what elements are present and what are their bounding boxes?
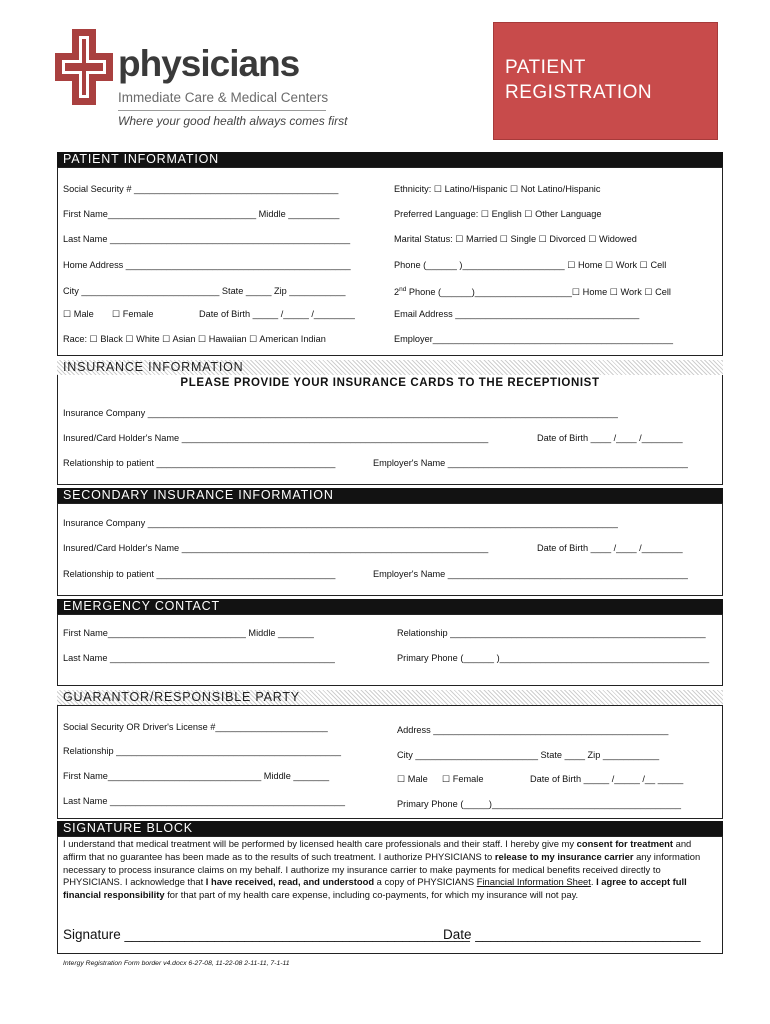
- male-checkbox[interactable]: ☐ Male: [63, 309, 94, 319]
- first-name-field[interactable]: First Name_____________________________ Middle __________: [63, 209, 340, 219]
- emergency-first-name-field[interactable]: First Name___________________________ Middle _______: [63, 628, 314, 638]
- ssn-field[interactable]: Social Security # ________________________________________: [63, 184, 339, 194]
- employer-field[interactable]: Employer_______________________________________________: [394, 334, 673, 344]
- card-holder-name-field[interactable]: Insured/Card Holder's Name ____________________________________________________________: [63, 433, 489, 443]
- consent-text-2: and affirm that no guarantee has been made as to the results of such treatment. I authorize PHYSICIANS to: [63, 838, 692, 862]
- section-header-guarantor: GUARANTOR/RESPONSIBLE PARTY: [57, 690, 723, 705]
- logo-subtitle: Immediate Care & Medical Centers: [118, 90, 329, 105]
- race-checkboxes[interactable]: Race: ☐ Black ☐ White ☐ Asian ☐ Hawaiian ☐ American Indian: [63, 334, 326, 344]
- relationship-field[interactable]: Relationship to patient ___________________________________: [63, 458, 336, 468]
- section-header-emergency: EMERGENCY CONTACT: [57, 599, 723, 614]
- guarantor-dob-field[interactable]: Date of Birth _____ /_____ /__ _____: [530, 774, 684, 784]
- section-header-insurance: INSURANCE INFORMATION: [57, 360, 723, 375]
- consent-bold-4: I agree to accept full financial responsibility: [63, 876, 687, 901]
- consent-bold-2: release to my insurance carrier: [494, 850, 634, 862]
- form-title-line-2: REGISTRATION: [505, 82, 653, 103]
- city-state-zip-field[interactable]: City ___________________________ State _____ Zip ___________: [63, 286, 346, 296]
- consent-text-5: .: [590, 876, 597, 888]
- second-phone-label: Phone (______)___________________☐ Home ☐ Work ☐ Cell: [406, 287, 671, 298]
- email-field[interactable]: Email Address ____________________________________: [394, 309, 640, 319]
- financial-sheet-link: Financial Information Sheet: [476, 876, 591, 888]
- second-phone-field[interactable]: [394, 286, 671, 298]
- female-checkbox[interactable]: ☐ Female: [112, 309, 154, 319]
- insurance-company-field[interactable]: Insurance Company ____________________________________________________________________________________________: [63, 408, 618, 418]
- logo-name: physicians: [118, 43, 300, 84]
- last-name-field[interactable]: Last Name _______________________________________________: [63, 234, 351, 244]
- secondary-dob-field[interactable]: Date of Birth ____ /____ /________: [537, 543, 683, 553]
- second-phone-prefix: 2: [394, 287, 400, 298]
- form-footer: Intergy Registration Form border v4.docx 6-27-08, 11-22-08 2-11-11, 7-1-11: [63, 960, 290, 967]
- consent-bold-3: I have received, read, and understood: [205, 876, 375, 888]
- consent-text-6: for that part of my health care expense, including co-payments, for which my insurance will not pay.: [164, 889, 579, 901]
- logo-cross-icon: [55, 29, 113, 105]
- emergency-section-frame: [57, 614, 723, 686]
- language-checkboxes[interactable]: Preferred Language: ☐ English ☐ Other Language: [394, 209, 602, 219]
- secondary-employer-field[interactable]: Employer's Name _______________________________________________: [373, 569, 688, 579]
- form-title-line-1: PATIENT: [505, 57, 586, 78]
- consent-bold-1: consent for treatment: [576, 838, 674, 849]
- dob-field[interactable]: Date of Birth _____ /_____ /________: [199, 309, 355, 319]
- guarantor-city-field[interactable]: City ________________________ State ____ Zip ___________: [397, 750, 660, 760]
- logo-tagline: Where your good health always comes first: [118, 114, 348, 128]
- guarantor-relationship-field[interactable]: Relationship ____________________________________________: [63, 746, 341, 756]
- second-phone-suffix: nd: [399, 286, 407, 293]
- form-title: [493, 22, 718, 140]
- guarantor-first-name-field[interactable]: First Name______________________________ Middle _______: [63, 771, 330, 781]
- secondary-holder-field[interactable]: Insured/Card Holder's Name ____________________________________________________________: [63, 543, 489, 553]
- insurance-section-frame: [57, 375, 723, 485]
- emergency-relationship-field[interactable]: Relationship __________________________________________________: [397, 628, 706, 638]
- consent-text-4: a copy of PHYSICIANS: [374, 876, 477, 888]
- guarantor-address-field[interactable]: Address ______________________________________________: [397, 725, 669, 735]
- emergency-last-name-field[interactable]: Last Name ____________________________________________: [63, 653, 335, 663]
- insurance-note: PLEASE PROVIDE YOUR INSURANCE CARDS TO THE RECEPTIONIST: [180, 377, 600, 389]
- consent-text: [63, 838, 713, 902]
- card-holder-dob-field[interactable]: Date of Birth ____ /____ /________: [537, 433, 683, 443]
- logo-divider: [118, 110, 326, 111]
- guarantor-last-name-field[interactable]: Last Name ______________________________________________: [63, 796, 346, 806]
- signature-date-field[interactable]: Date ______________________________: [443, 927, 701, 942]
- phone-field[interactable]: Phone (______ )____________________ ☐ Home ☐ Work ☐ Cell: [394, 260, 667, 270]
- ethnicity-checkboxes[interactable]: Ethnicity: ☐ Latino/Hispanic ☐ Not Latino/Hispanic: [394, 184, 601, 194]
- guarantor-male-checkbox[interactable]: ☐ Male: [397, 774, 428, 784]
- emergency-phone-field[interactable]: Primary Phone (______ )_________________________________________: [397, 653, 710, 663]
- guarantor-female-checkbox[interactable]: ☐ Female: [442, 774, 484, 784]
- consent-text-1: I understand that medical treatment will be performed by licensed health care professionals and their staff. I hereby give my: [63, 838, 577, 849]
- signature-field[interactable]: Signature ______________________________________________: [63, 927, 470, 942]
- guarantor-id-field[interactable]: Social Security OR Driver's License #______________________: [63, 722, 328, 732]
- section-header-signature: SIGNATURE BLOCK: [57, 821, 723, 836]
- guarantor-phone-field[interactable]: Primary Phone (_____)_____________________________________: [397, 799, 682, 809]
- section-header-patient: PATIENT INFORMATION: [57, 152, 723, 167]
- secondary-company-field[interactable]: Insurance Company ____________________________________________________________________________________________: [63, 518, 618, 528]
- employer-name-field[interactable]: Employer's Name _______________________________________________: [373, 458, 688, 468]
- section-header-secondary: SECONDARY INSURANCE INFORMATION: [57, 488, 723, 503]
- secondary-relationship-field[interactable]: Relationship to patient ___________________________________: [63, 569, 336, 579]
- marital-status-checkboxes[interactable]: Marital Status: ☐ Married ☐ Single ☐ Divorced ☐ Widowed: [394, 234, 637, 244]
- consent-text-3: any information necessary to process insurance claims on my behalf. I authorize my insurance carrier to make payments for medical benefits received directly to PHYSICIANS. I acknowledge that: [63, 850, 701, 888]
- home-address-field[interactable]: Home Address ____________________________________________: [63, 260, 351, 270]
